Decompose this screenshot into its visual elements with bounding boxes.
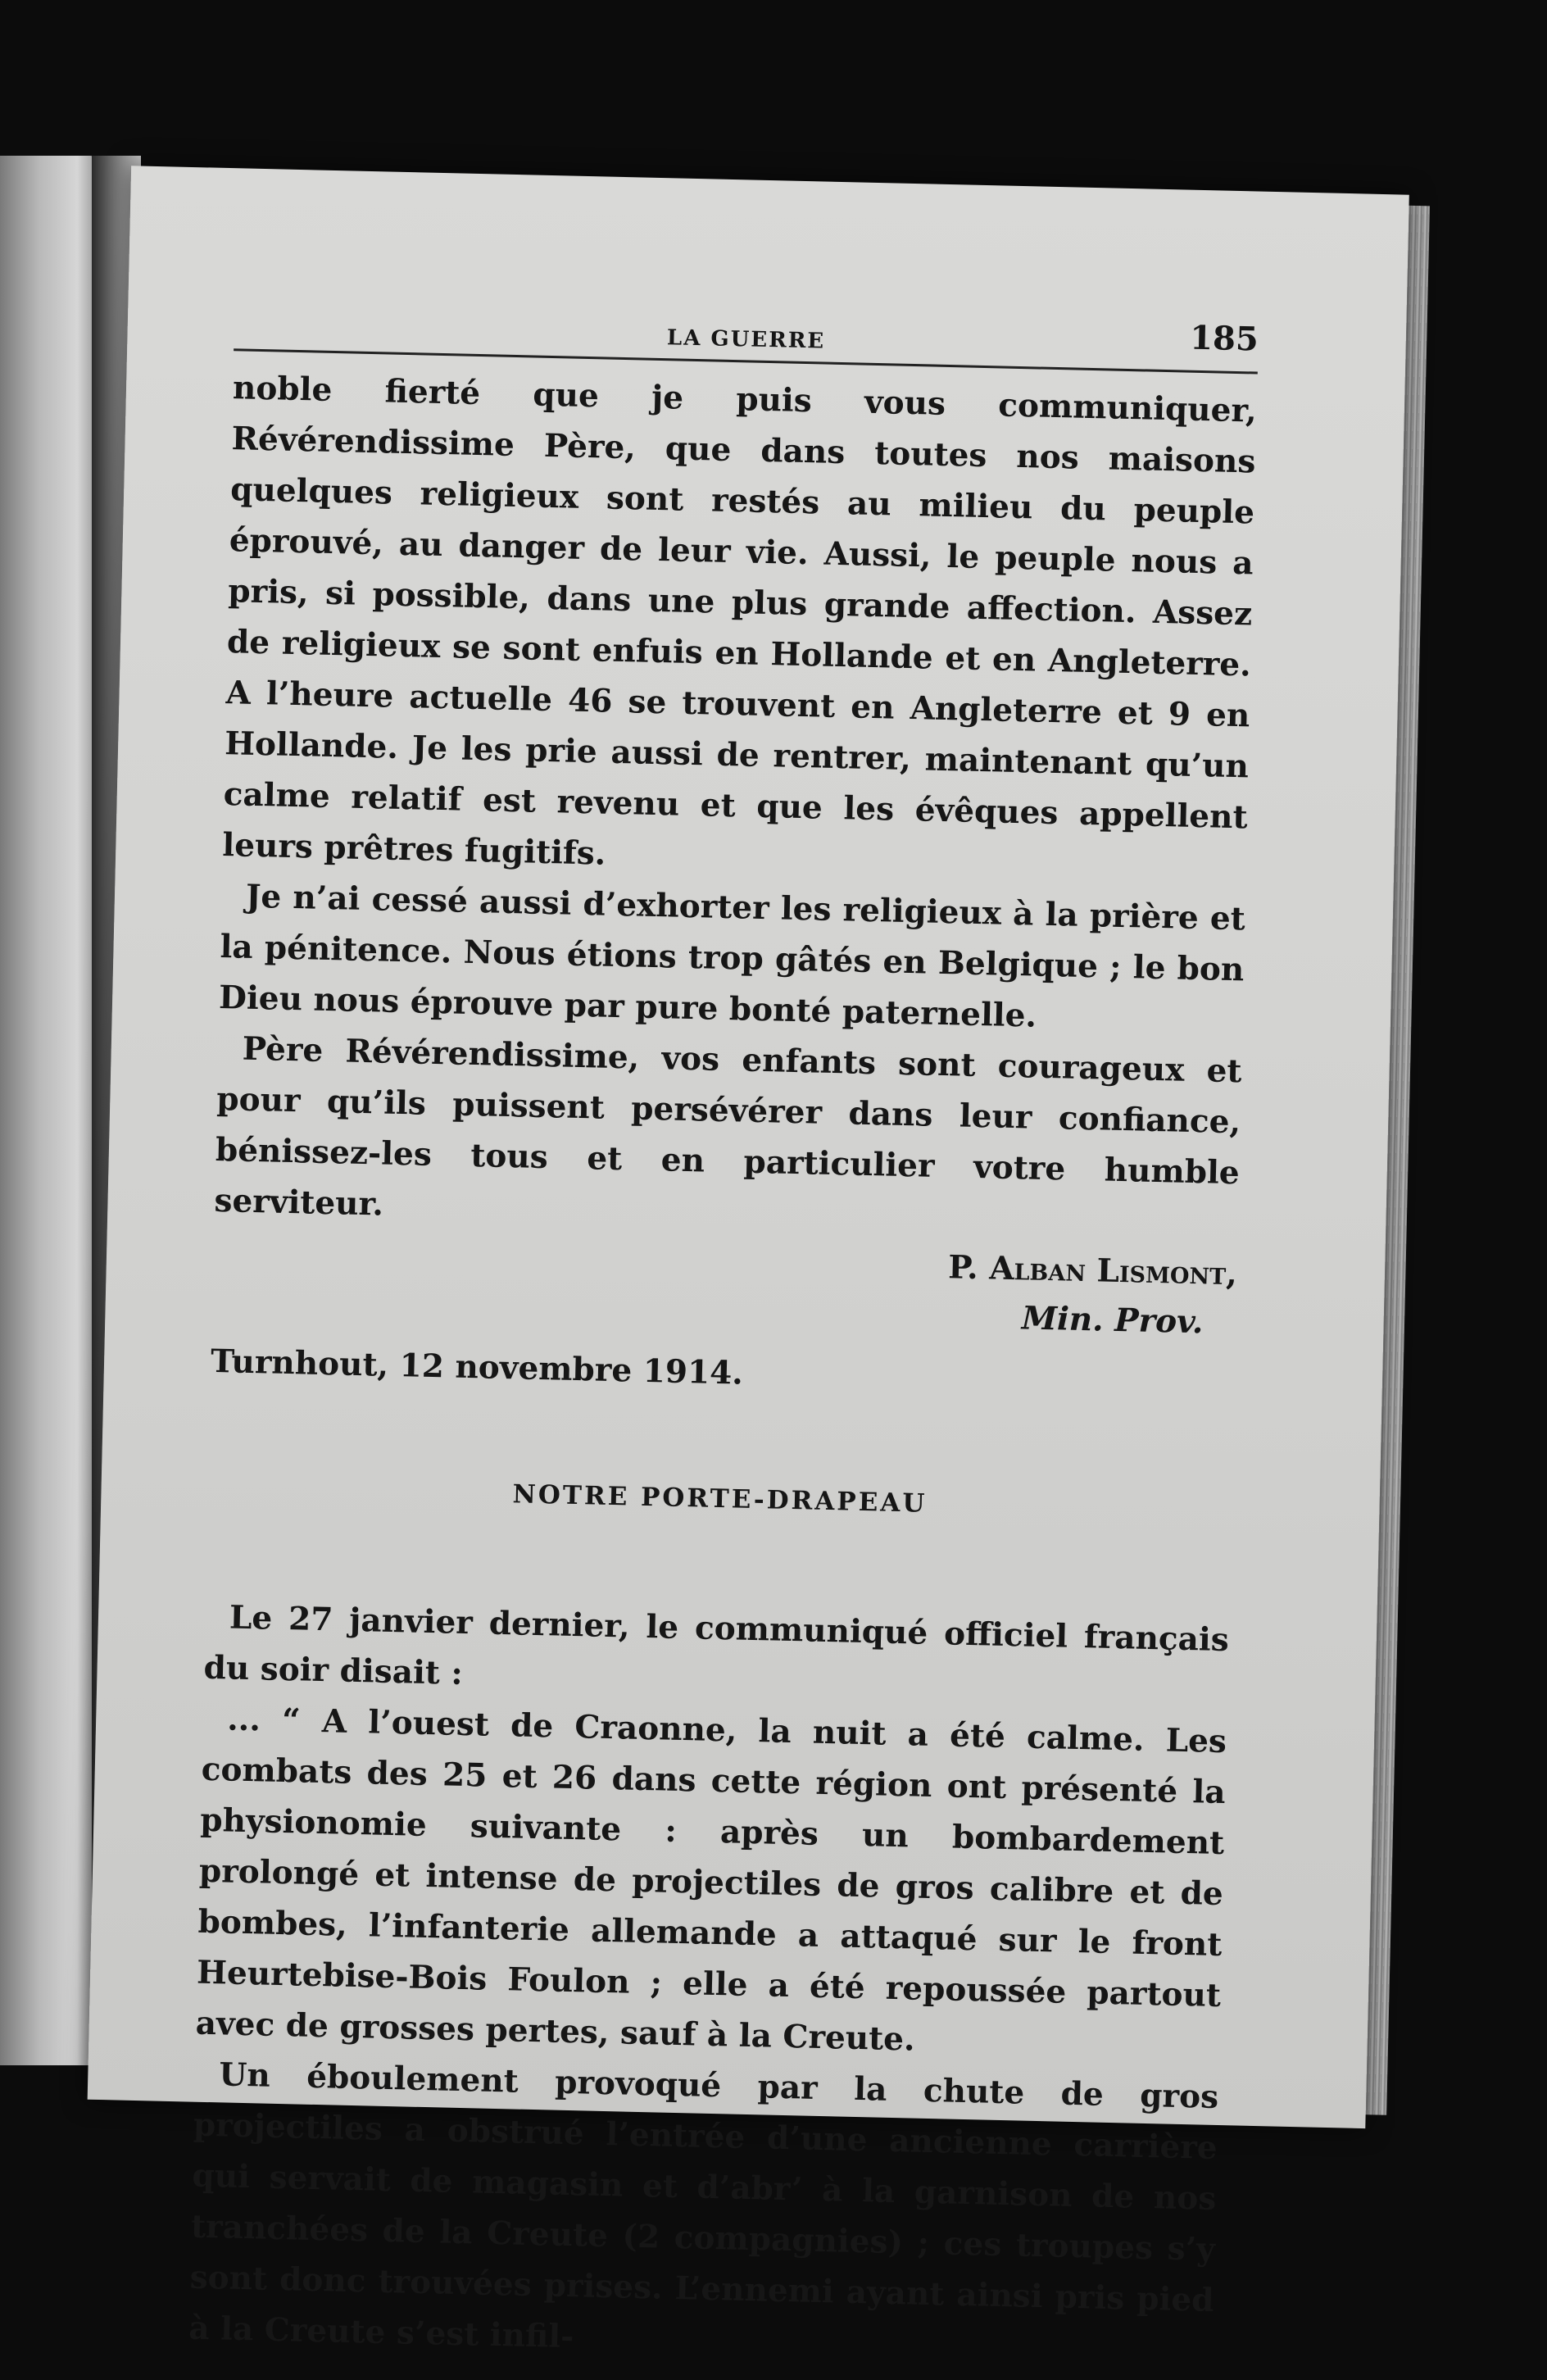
book-page [88,166,1409,2356]
signature-name: P. Alban Lismont, [947,1248,1238,1293]
paragraph: Je n’ai cessé aussi d’exhorter les religieux à la prière et la pénitence. Nous étions trop gâtés en Belgique ; le bon Dieu nous éprouve par pure bonté paternelle. [218,877,1246,1035]
page-content [188,291,1259,2377]
dateline: Turnhout, 12 novembre 1914. [210,1342,744,1392]
page-number: 185 [1189,318,1259,359]
running-head [234,291,1259,374]
quote-paragraph: ... “ A l’ouest de Craonne, la nuit a été calme. Les combats des 25 et 26 dans cette région ont présenté la physionomie suivante : après un bombardement prolongé et intense de projectiles de gros calibre et de bombes, l’infanterie allemande a attaqué sur le front Heurtebise-Bois Foulon ; elle a été repoussée partout avec de grosses pertes, sauf à la Creute. [195,1700,1227,2059]
facing-page-edge [0,156,97,2065]
paragraph: noble fierté que je puis vous communiquer, Révérendissime Père, que dans toutes nos maisons quelques religieux sont restés au milieu du peuple éprouvé, au danger de leur vie. Aussi, le peuple nous a pris, si possible, dans une plus grande affection. Assez de religieux se sont enfuis en Hollande et en Angleterre. A l’heure actuelle 46 se trouvent en Angleterre et 9 en Hollande. Je les prie aussi de rentrer, maintenant qu’un calme relatif est revenu et que les évêques appellent leurs prêtres fugitifs. [221,369,1258,873]
section-title: NOTRE PORTE-DRAPEAU [512,1479,928,1519]
quote-paragraph: Un éboulement provoqué par la chute de gros projectiles a obstrué l’entrée d’une ancienne carrière qui servait de magasin et d’abr’ à la garnison de nos tranchées de la Creute (2 compagnies) ; ces troupes s’y sont donc trouvées prises. L’ennemi ayant ainsi pris pied à la Creute s’est infil- [188,2055,1219,2356]
paragraph: Père Révérendissime, vos enfants sont courageux et pour qu’ils puissent persévérer dans leur confiance, bénissez-les tous et en particulier votre humble serviteur. [214,1029,1243,1224]
running-title: LA GUERRE [666,325,826,354]
paragraph: Le 27 janvier dernier, le communiqué officiel français du soir disait : [203,1598,1230,1692]
signature-role: Min. Prov. [1021,1299,1204,1342]
